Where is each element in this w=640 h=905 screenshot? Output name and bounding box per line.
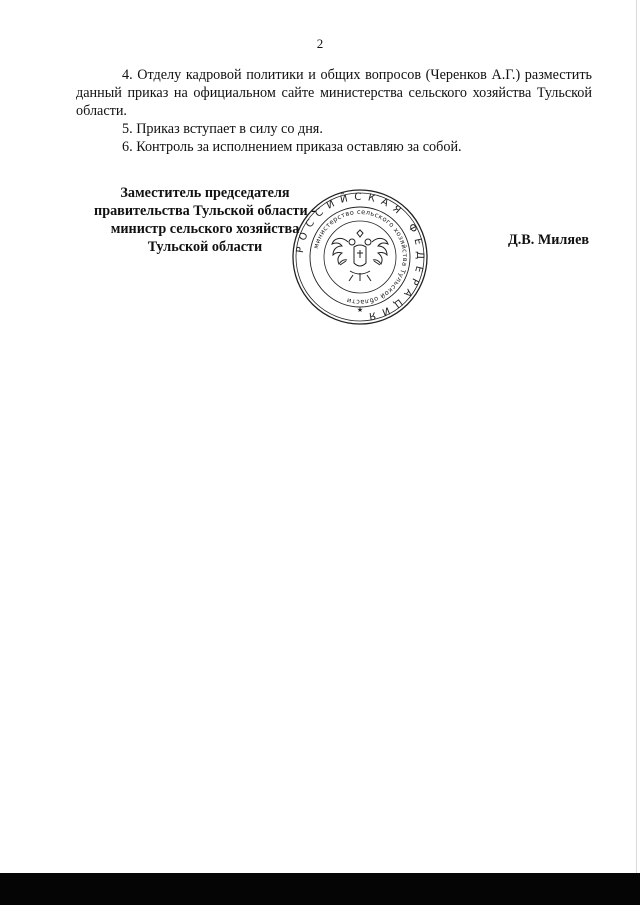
scan-bottom-bar [0, 873, 640, 905]
svg-text:★: ★ [356, 306, 364, 314]
scan-edge-line [636, 0, 637, 873]
page-number: 2 [316, 36, 324, 51]
paragraph-4: 4. Отделу кадровой политики и общих вопросов (Черенков А.Г.) разместить данный приказ на официальном сайте министерства сельского хозяйства Тульской области. [76, 67, 592, 119]
order-body-text [76, 66, 592, 156]
paragraph-6: 6. Контроль за исполнением приказа оставляю за собой. [122, 139, 462, 155]
paragraph-5: 5. Приказ вступает в силу со дня. [122, 121, 323, 137]
stamp-outer-text: РОССИЙСКАЯ ФЕДЕРАЦИЯ [294, 191, 426, 323]
stamp-inner-text: министерство сельского хозяйства Тульской области [311, 207, 410, 307]
signatory-title-line-3: министр сельского хозяйства [110, 221, 300, 237]
signatory-title-line-2: правительства Тульской области - [94, 203, 316, 219]
signatory-title-line-1: Заместитель председателя [120, 185, 290, 201]
signatory-title-line-4: Тульской области [147, 239, 263, 255]
signatory-title-block [60, 184, 350, 256]
signatory-name: Д.В. Миляев [508, 232, 590, 248]
